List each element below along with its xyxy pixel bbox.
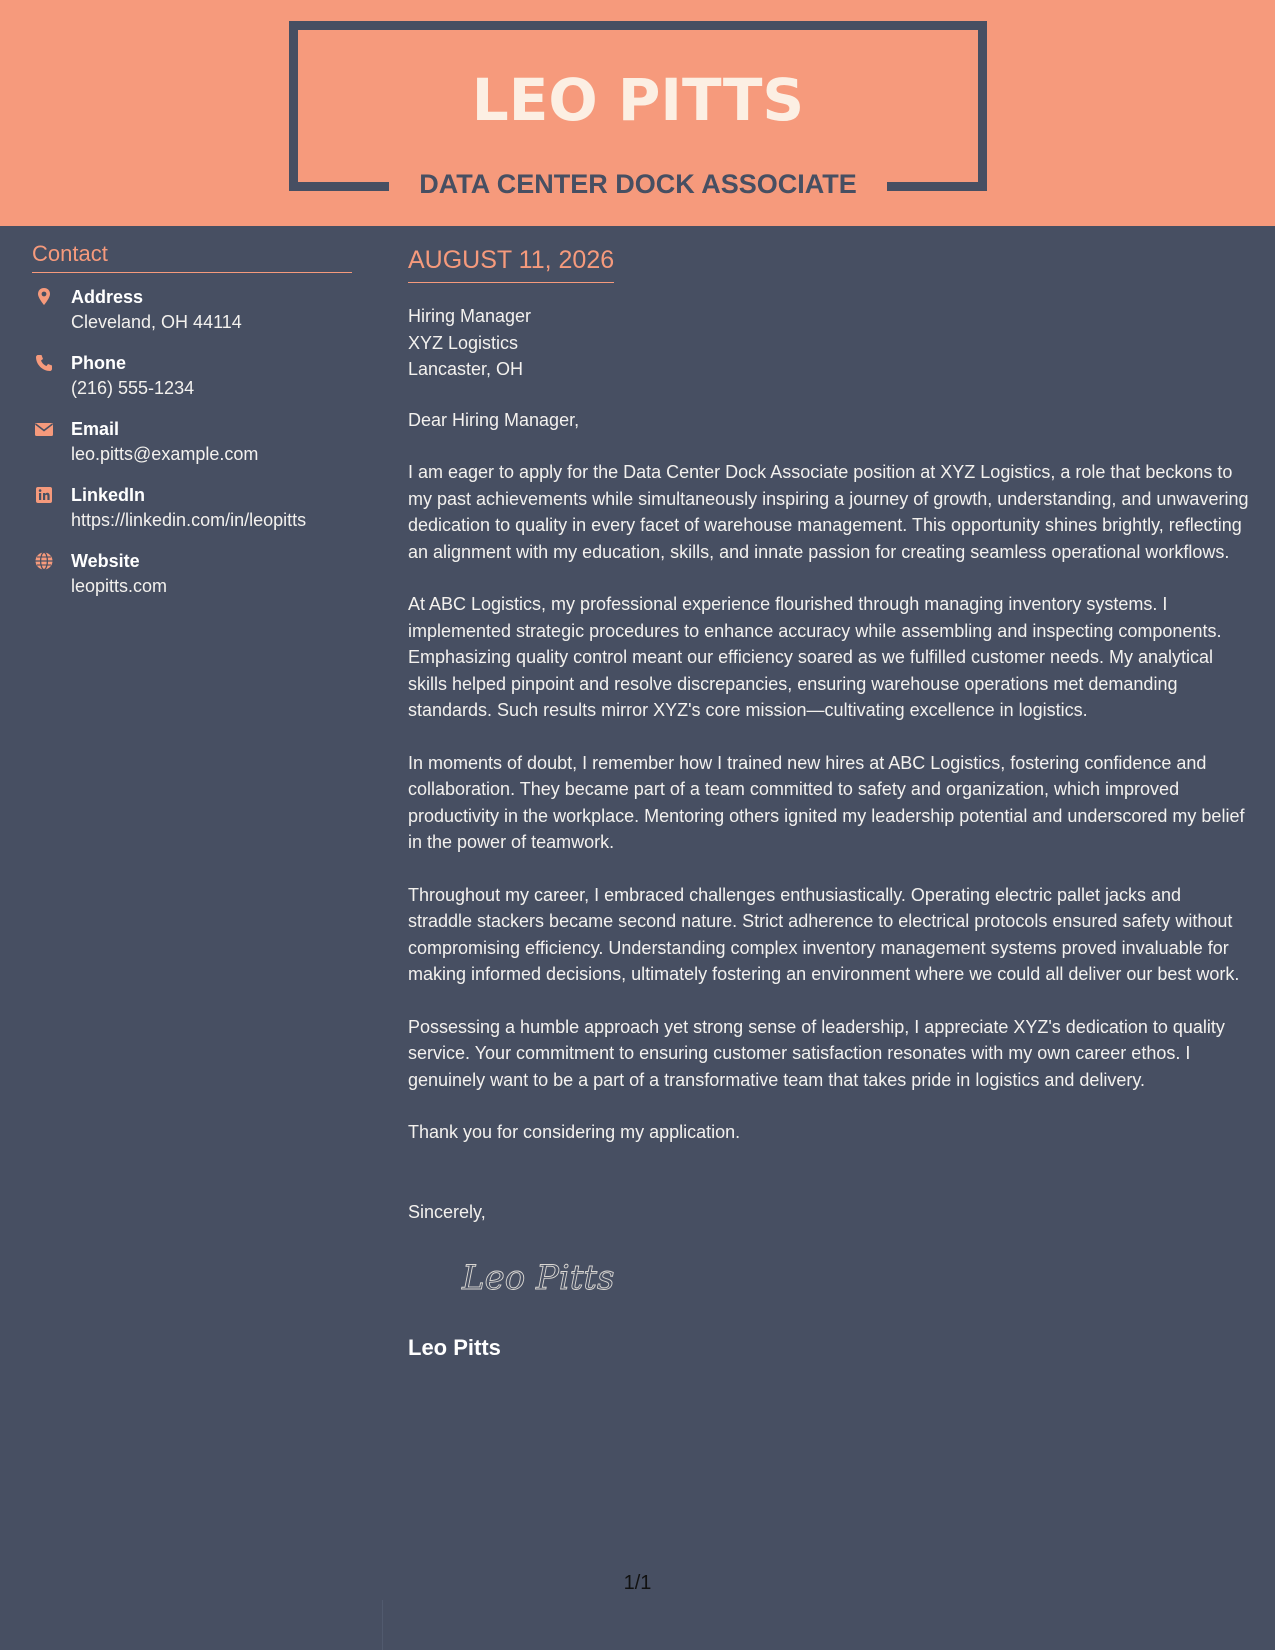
recipient-line: XYZ Logistics (408, 332, 519, 353)
phone-icon (34, 353, 54, 373)
header-frame-bottom-right (887, 182, 987, 191)
contact-item-website (32, 549, 352, 599)
linkedin-icon (34, 485, 54, 505)
header-frame-bottom-left (289, 182, 389, 191)
phone-value: (216) 555-1234 (71, 378, 195, 398)
contact-sidebar (32, 240, 352, 615)
header-banner (0, 0, 1275, 226)
location-pin-icon (34, 287, 54, 307)
contact-heading: Contact (32, 240, 352, 273)
contact-label: Address (71, 287, 144, 307)
closing: Sincerely, (408, 1201, 486, 1222)
letter-date: AUGUST 11, 2026 (408, 244, 614, 283)
recipient-line: Lancaster, OH (408, 359, 524, 379)
address-value: Cleveland, OH 44114 (71, 312, 242, 332)
footer-divider (382, 1600, 383, 1650)
letter-body (408, 244, 1250, 1362)
recipient-line: Hiring Manager (408, 306, 532, 326)
paragraph: In moments of doubt, I remember how I trained new hires at ABC Logistics, fostering confidence and collaboration. They became part of a team committed to safety and organization, which improved productivity in the workplace. Mentoring others ignited my leadership potential and underscored my belief in the power of teamwork. (408, 752, 1245, 852)
recipient-block (408, 303, 1250, 383)
contact-item-email (32, 417, 352, 467)
contact-label: Phone (71, 353, 127, 373)
paragraph: Possessing a humble approach yet strong sense of leadership, I appreciate XYZ's dedication to quality service. Your commitment to ensuring customer satisfaction resonates with my own career ethos. I genuinely want to be a part of a transformative team that takes pride in logistics and delivery. (408, 1016, 1225, 1090)
applicant-name: LEO PITTS (471, 66, 805, 134)
contact-item-address (32, 285, 352, 335)
salutation: Dear Hiring Manager, (408, 409, 580, 430)
paragraph: At ABC Logistics, my professional experience flourished through managing inventory systems. I implemented strategic procedures to enhance accuracy while assembling and inspecting components. Emphasizing quality control meant our efficiency soared as we fulfilled customer needs. My analytical skills helped pinpoint and resolve discrepancies, ensuring warehouse operations met demanding standards. Such results mirror XYZ's core mission—cultivating excellence in logistics. (408, 594, 1222, 720)
linkedin-value[interactable]: https://linkedin.com/in/leopitts (71, 510, 307, 530)
contact-item-phone (32, 351, 352, 401)
signer-name: Leo Pitts (408, 1335, 501, 1360)
email-value[interactable]: leo.pitts@example.com (71, 444, 259, 464)
handwritten-signature (458, 1253, 628, 1303)
globe-icon (34, 551, 54, 571)
contact-label: Website (71, 551, 140, 571)
contact-label: LinkedIn (71, 485, 146, 505)
svg-text:Leo Pitts: Leo Pitts (462, 1258, 615, 1298)
page-number: 1/1 (623, 1572, 652, 1594)
paragraph: Throughout my career, I embraced challenges enthusiastically. Operating electric pallet jacks and straddle stackers became second nature. Strict adherence to electrical protocols ensured safety without compromising efficiency. Understanding complex inventory management systems proved invaluable for making informed decisions, ultimately fostering an environment where we could all deliver our best work. (408, 884, 1240, 984)
envelope-icon (34, 419, 54, 439)
contact-item-linkedin (32, 483, 352, 533)
contact-label: Email (71, 419, 120, 439)
paragraph: Thank you for considering my application. (408, 1122, 741, 1142)
job-title: DATA CENTER DOCK ASSOCIATE (419, 169, 857, 199)
website-value[interactable]: leopitts.com (71, 576, 168, 596)
paragraph: I am eager to apply for the Data Center Dock Associate position at XYZ Logistics, a role that beckons to my past achievements while simultaneously inspiring a journey of growth, understanding, and unwavering dedication to quality in every facet of warehouse management. This opportunity shines brightly, reflecting an alignment with my education, skills, and innate passion for creating seamless operational workflows. (408, 462, 1249, 562)
